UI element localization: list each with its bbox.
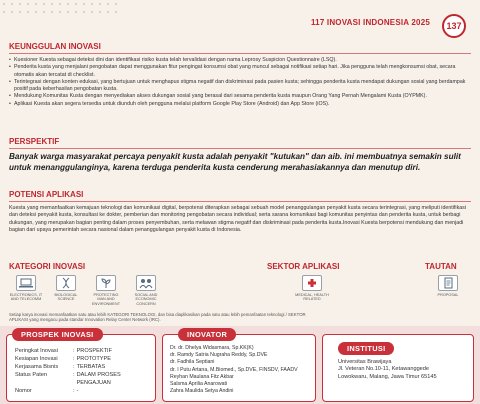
inovator-name: Salsma Aprilia Anarowati	[170, 381, 228, 388]
keunggulan-item: • Kuesioner Kuesta sebagai deteksi dini dan identifikasi risiko kusta telah tervalidasi dengan nama Leprosy Suspicion Questionnaire (LSQ).	[9, 57, 471, 64]
inovator-title: INOVATOR	[178, 328, 236, 341]
header-title: 117 INOVASI INDONESIA 2025	[310, 18, 430, 27]
dna-icon	[56, 275, 76, 291]
institusi-line: Lowokwaru, Malang, Jawa Timur 65145	[338, 373, 437, 380]
prospek-row: Kerjasama Bisnis : TERBATAS	[14, 363, 146, 371]
medical-icon	[302, 275, 322, 291]
plant-icon	[96, 275, 116, 291]
kategori-icons	[9, 275, 199, 306]
potensi-text: Kuesta yang memanfaatkan kemajuan teknologi dan komunikasi digital, berpotensi diterapkan sebagai sebuah model penanggulangan penyakit kusta secara terintegrasi, yang meliputi identifikasi dan deteksi penyakit kusta, konsultasi ke dokter, pemberian dan monitoring pengobatan secara individual; serta sarana komunikasi bagi komunitas penyintas dan penderita kusta, untuk berbagi dukungan, yang merupakan bagian penting dalam proses penyembuhan, serta melawan stigma negatif dan diskriminasi pada penderita kusta.Inovasi Kuesta berpotensi mendukung dan menjadi bagian dari upaya pemerintah secara nasional dalam penanggulangan penyakit kusta di Indonesia.	[9, 205, 466, 233]
prospek-key: Status Paten	[15, 372, 48, 378]
keunggulan-rule	[9, 53, 471, 54]
sektor-title: SEKTOR APLIKASI	[267, 262, 340, 271]
inovator-name: Zahra Maulida Setya Andini	[170, 388, 234, 395]
inovator-name: dr. I Putu Artana, M.Biomed., Sp.DVE, FINSDV, FAADV	[170, 366, 298, 373]
sector-label: MEDICAL, HEALTH RELATED	[295, 293, 329, 302]
category-electronics	[9, 275, 43, 306]
potensi-rule	[9, 201, 471, 202]
keunggulan-item: • Aplikasi Kuesta akan segera tersedia untuk diunduh oleh pengguna melalui platform Google Play Store (Android) dan App Store (iOS).	[9, 101, 471, 108]
institusi-line: Universitas Brawijaya	[338, 359, 392, 365]
prospek-value: -	[76, 388, 79, 394]
prospek-table	[14, 347, 146, 395]
laptop-icon	[16, 275, 36, 291]
potensi-section	[9, 190, 471, 234]
institusi-line: Jl. Veteran No.10-11, Ketawanggede	[338, 366, 430, 373]
prospek-row: Nomor : -	[14, 387, 146, 395]
document-icon[interactable]	[438, 275, 458, 291]
keunggulan-section	[9, 42, 471, 108]
sector-medical	[295, 275, 329, 302]
category-social	[129, 275, 163, 306]
prospek-key: Nomor	[15, 388, 32, 394]
dot-pattern	[0, 0, 120, 14]
sektor-icons	[267, 275, 357, 302]
keunggulan-list	[9, 57, 471, 108]
prospek-value: PROSPEKTIF	[76, 348, 112, 354]
institusi-title: INSTITUSI	[338, 342, 394, 355]
category-biological	[49, 275, 83, 306]
prospek-row: Peringkat Inovasi : PROSPEKTIF	[14, 347, 146, 355]
prospek-row: Status Paten : DALAM PROSES PENGAJUAN	[14, 371, 146, 387]
perspektif-text: Banyak warga masyarakat percaya penyakit kusta adalah penyakit "kutukan" dan aib. ini membuatnya semakin sulit untuk menanggulanginya, karena terduga penderita kusta cenderung merahasiakannya dan menutup diri.	[9, 152, 461, 172]
category-label: ELECTRONICS, IT AND TELECOMM	[9, 293, 43, 302]
potensi-title: POTENSI APLIKASI	[9, 190, 84, 199]
tautan-title: TAUTAN	[425, 262, 457, 271]
page-number: 137	[442, 14, 466, 38]
category-label: SOCIAL AND ECONOMIC CONCERN	[134, 293, 158, 306]
kategori-note: Setiap karya inovasi memanfaatkan satu atau lebih KATEGORI TEKNOLOGI, dan bisa diaplikasikan pada satu atau lebih pemanfaatan teknologi / SEKTOR APLIKASI yang mengacu pada standar Innovation Relay Center Network (IRC).	[9, 312, 306, 323]
prospek-row: Kesiapan Inovasi : PROTOTYPE	[14, 355, 146, 363]
prospek-value: PROTOTYPE	[76, 356, 111, 362]
keunggulan-item: • Mendukung Komunitas Kusta dengan menyediakan akses dukungan sosial yang berasal dari sesama penderita kusta maupun Orang Yang Pernah Mengalami Kusta (OYPMK).	[9, 93, 471, 100]
people-icon	[136, 275, 156, 291]
keunggulan-title: KEUNGGULAN INOVASI	[9, 42, 101, 51]
kategori-title: KATEGORI INOVASI	[9, 262, 86, 271]
link-proposal[interactable]	[431, 275, 465, 297]
keunggulan-item: • Terintegrasi dengan konten edukasi, yang bertujuan untuk menghapus stigma negatif dan diskriminasi pada pasien kusta; sehingga penderita kusta mendapat dukungan sosial yang berdampak positif pada keberhasilan pengobatan kusta.	[9, 79, 471, 94]
prospek-key: Kesiapan Inovasi	[15, 356, 58, 362]
inovator-name: Dr. dr. Dhelya Widasmara, Sp.KK(K)	[170, 345, 254, 351]
inovator-list	[170, 345, 316, 395]
header-band	[0, 0, 480, 40]
keunggulan-item: • Penderita kusta yang menjalani pengobatan dapat menggunakan fitur pengingat konsumsi obat yang muncul sebagai notifikasi setiap hari. Jika pengguna telah mengkonsumsi obat, secara otomatis akan tercatat di checklist.	[9, 64, 471, 79]
category-label: BIOLOGICAL SCIENCE	[54, 293, 78, 302]
link-label[interactable]: PROPOSAL	[437, 293, 459, 297]
info-puzzle	[0, 312, 480, 404]
institusi-address	[338, 359, 472, 381]
perspektif-section	[9, 137, 471, 173]
inovator-name: dr. Ramdy Satria Nugraha Reddy, Sp.DVE	[170, 352, 268, 359]
category-environment	[89, 275, 123, 306]
category-label: PROTECTING MAN AND ENVIRONMENT	[91, 293, 121, 306]
prospek-key: Peringkat Inovasi	[15, 348, 58, 354]
inovator-name: dr. Fadhila Septiani	[170, 359, 215, 366]
prospek-value: TERBATAS	[76, 364, 106, 370]
prospek-key: Kerjasama Bisnis	[15, 364, 59, 370]
perspektif-rule	[9, 148, 471, 149]
kategori-section	[9, 262, 199, 306]
prospek-value: DALAM PROSES PENGAJUAN	[76, 372, 121, 386]
tautan-icons	[425, 275, 471, 297]
inovator-name: Reyhan Maulana Fitz Akbar	[170, 373, 234, 380]
prospek-title: PROSPEK INOVASI	[12, 328, 103, 341]
sektor-section	[267, 262, 357, 302]
perspektif-title: PERSPEKTIF	[9, 137, 60, 146]
tautan-section	[425, 262, 471, 297]
